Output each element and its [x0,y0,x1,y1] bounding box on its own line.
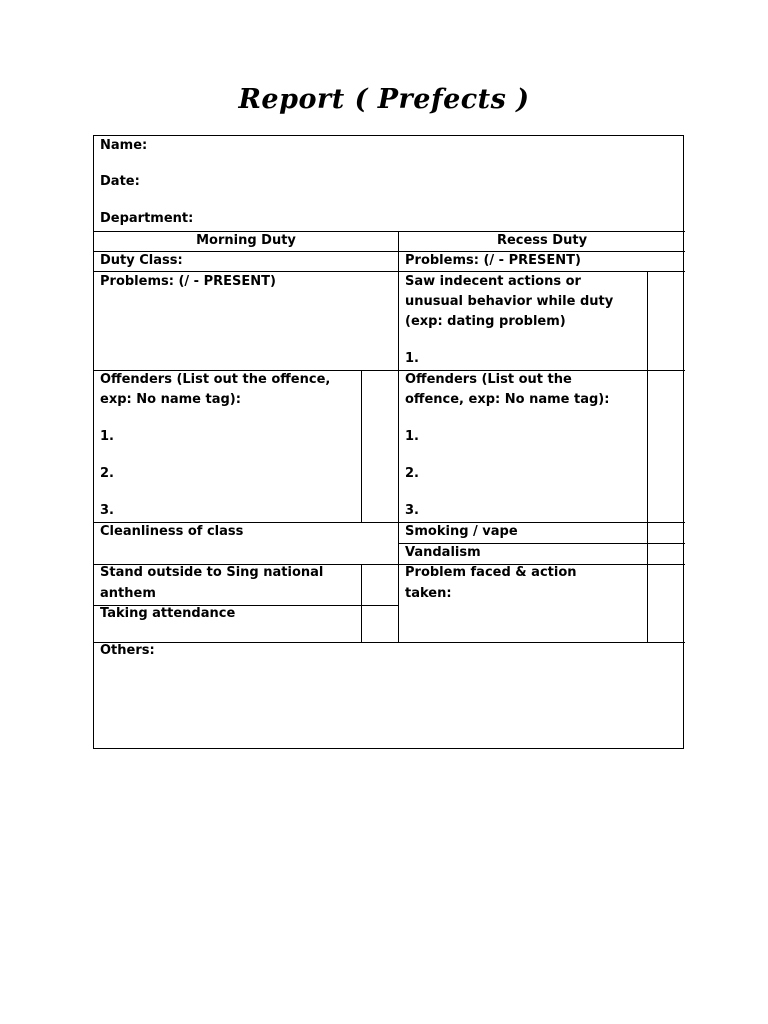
recess-offender-item: 3. [405,503,419,518]
report-form [93,135,684,749]
indecent-actions-label: Saw indecent actions or [405,274,581,289]
recess-duty-header: Recess Duty [496,233,588,248]
name-label: Name: [100,138,148,153]
morning-problems-label: Problems: (/ - PRESENT) [100,274,276,289]
morning-offenders-label: Offenders (List out the offence, [100,372,331,387]
divider [94,642,685,643]
others-label: Others: [100,643,155,658]
recess-offender-item: 2. [405,466,419,481]
divider [398,231,399,642]
page-title: Report ( Prefects ) [238,84,530,115]
anthem-label: anthem [100,586,156,601]
indecent-actions-label: unusual behavior while duty [405,294,614,309]
department-label: Department: [100,211,194,226]
morning-offenders-label: exp: No name tag): [100,392,241,407]
divider [361,564,362,642]
morning-duty-header: Morning Duty [196,233,296,248]
recess-problems-header: Problems: (/ - PRESENT) [405,253,581,268]
anthem-label: Stand outside to Sing national [100,565,324,580]
indecent-item-1: 1. [405,351,419,366]
cleanliness-label: Cleanliness of class [100,524,244,539]
indecent-actions-label: (exp: dating problem) [405,314,566,329]
divider [361,370,362,522]
morning-offender-item: 2. [100,466,114,481]
date-label: Date: [100,174,140,189]
attendance-label: Taking attendance [100,606,236,621]
duty-class-label: Duty Class: [100,253,183,268]
problem-faced-label: Problem faced & action [405,565,577,580]
smoking-label: Smoking / vape [405,524,518,539]
divider [647,271,648,642]
morning-offender-item: 3. [100,503,114,518]
problem-faced-label: taken: [405,586,452,601]
recess-offenders-label: offence, exp: No name tag): [405,392,610,407]
recess-offenders-label: Offenders (List out the [405,372,572,387]
recess-offender-item: 1. [405,429,419,444]
morning-offender-item: 1. [100,429,114,444]
vandalism-label: Vandalism [405,545,481,560]
